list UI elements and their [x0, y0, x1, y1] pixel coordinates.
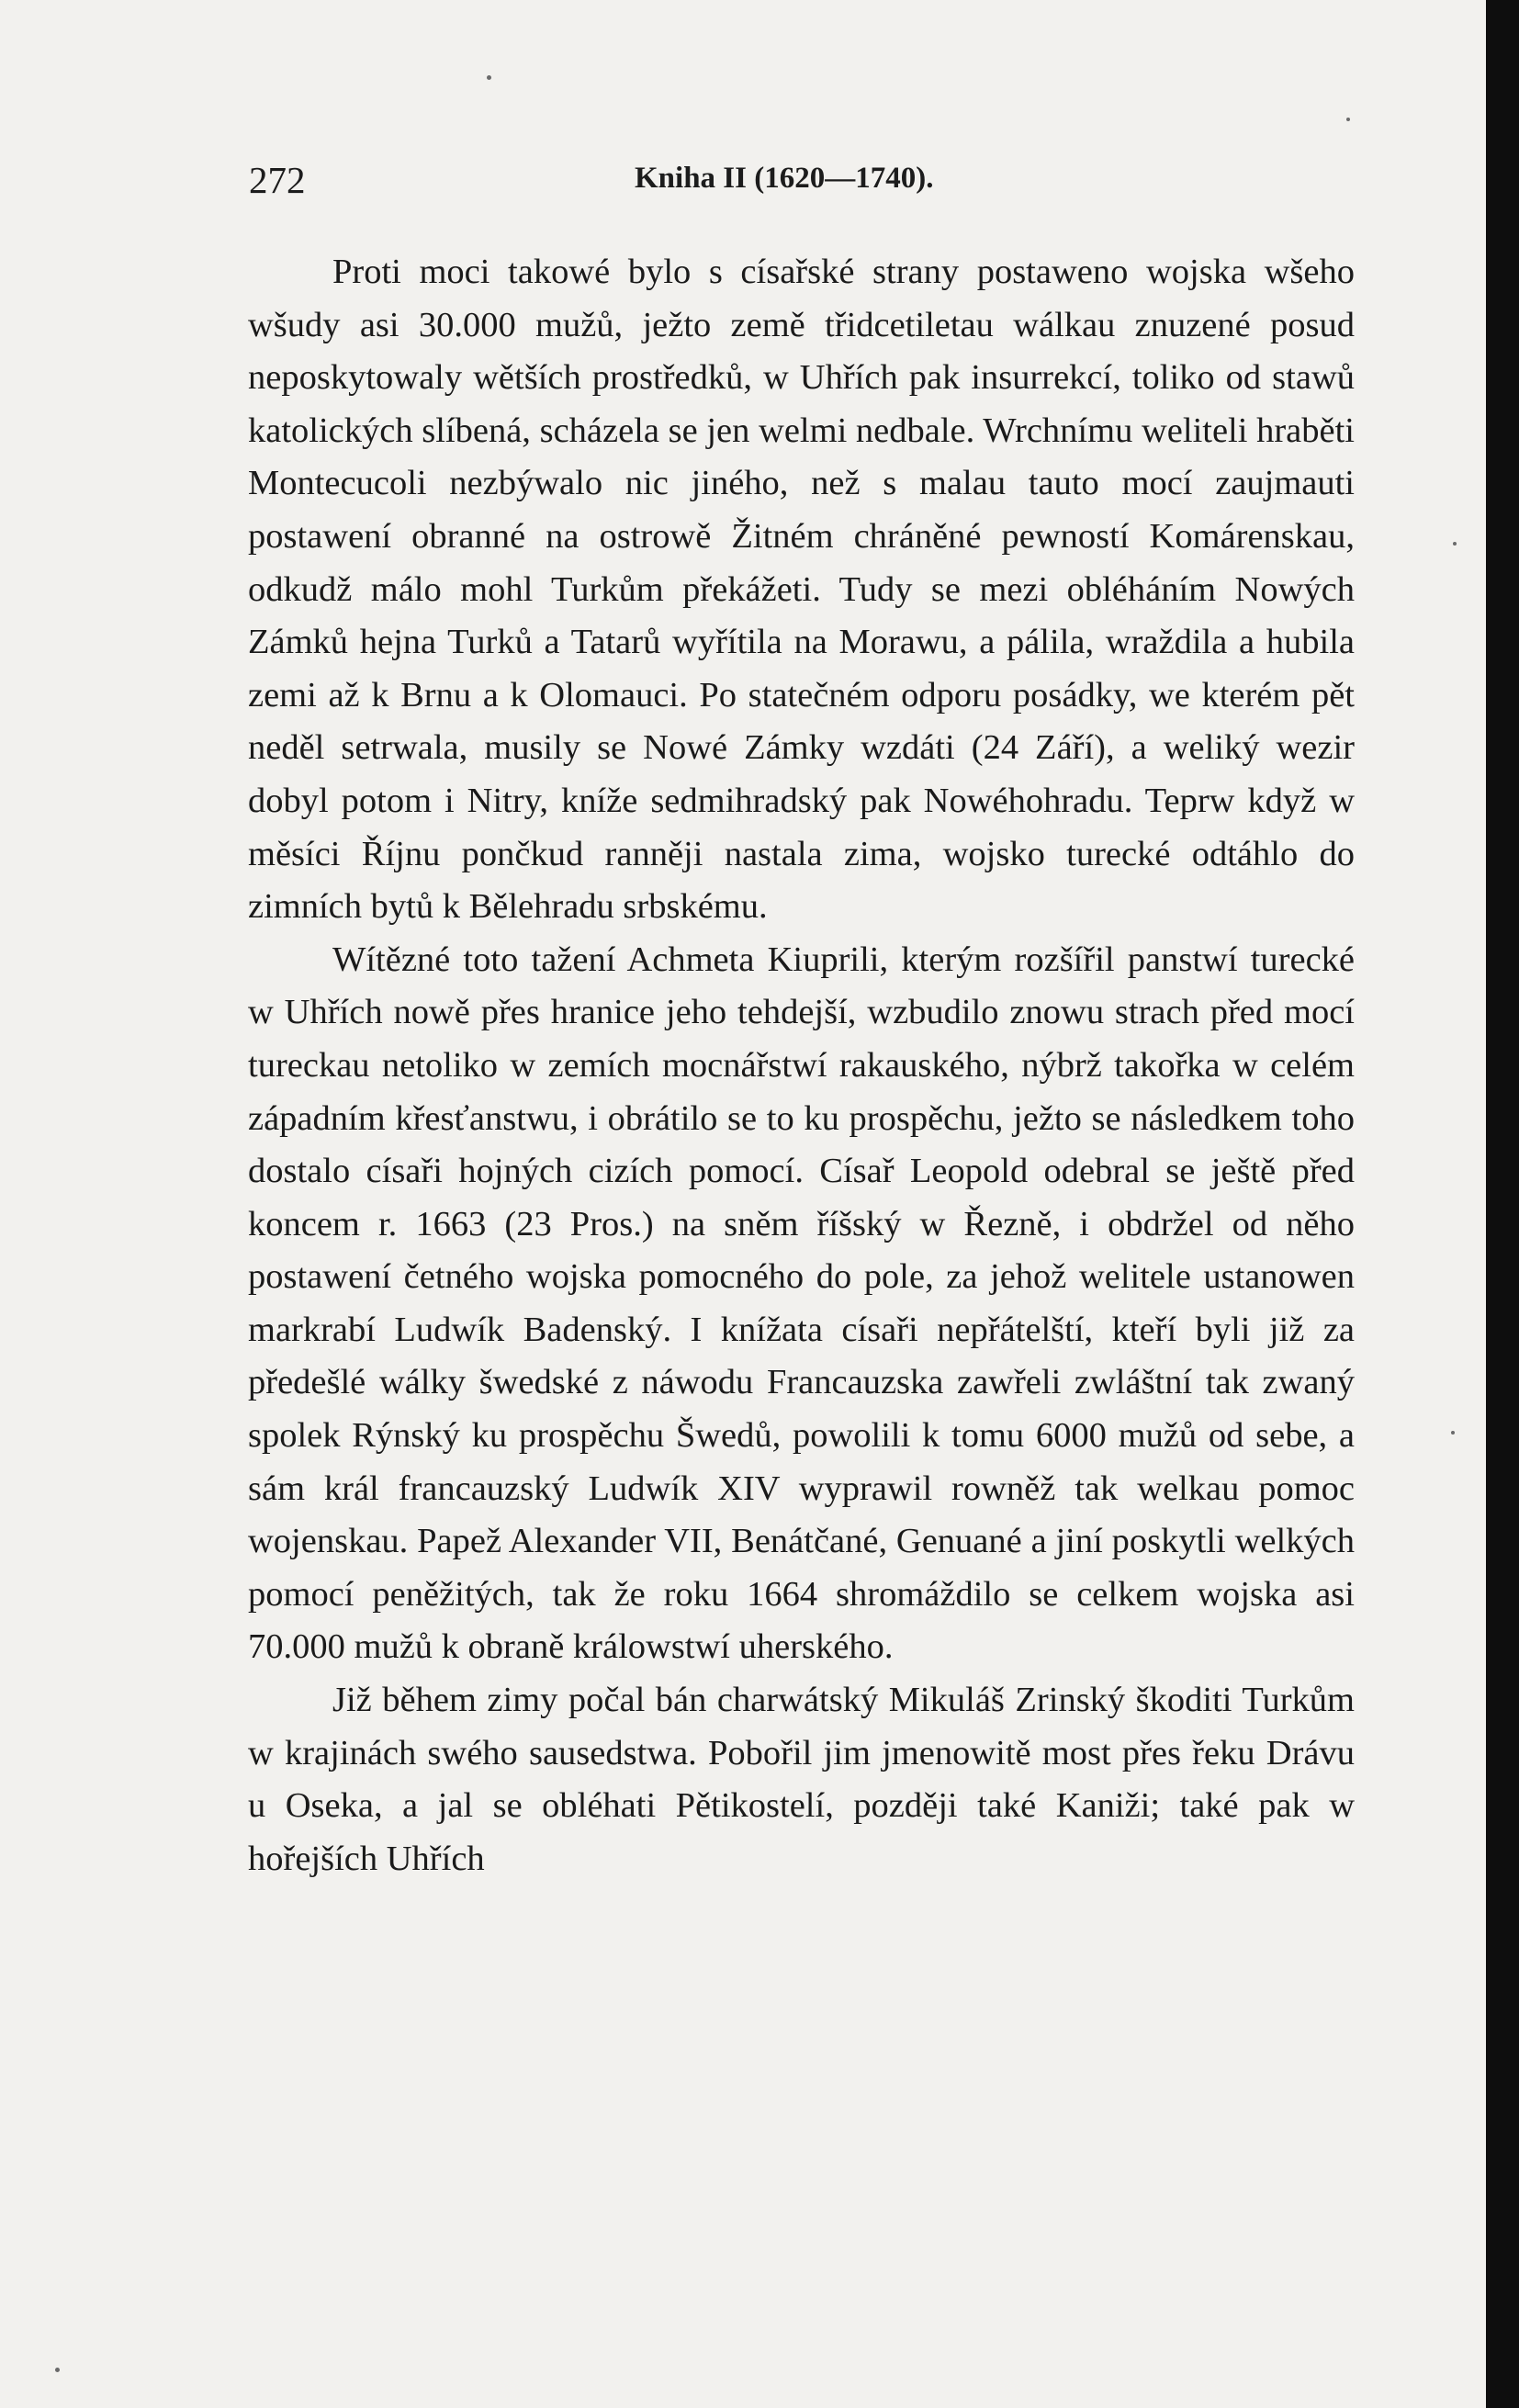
paragraph: Proti moci takowé bylo s císařské strany postaweno wojska wšeho wšudy asi 30.000 mužů, ježto země třidcetiletau wálkau znuzené posud neposkytowaly wětších prostředků, w Uhřích pak insurrekcí, toliko od stawů katolických slíbená, scházela se jen welmi nedbale. Wrchnímu weliteli hraběti Montecucoli nezbýwalo nic jiného, než s malau tauto mocí zaujmauti postawení obranné na ostrowě Žitném chráněné pewností Komárenskau, odkudž málo mohl Turkům překážeti. Tudy se mezi obléháním Nowých Zámků hejna Turků a Tatarů wyřítila na Morawu, a pálila, wraždila a hubila zemi až k Brnu a k Olomauci. Po statečném odporu posádky, we kterém pět neděl setrwala, musily se Nowé Zámky wzdáti (24 Září), a weliký wezir dobyl potom i Nitry, kníže sedmihradský pak Nowéhohradu. Teprw když w měsíci Říjnu pončkud ranněji nastala zima, wojsko turecké odtáhlo do zimních bytů k Bělehradu srbskému.	[248, 253, 1355, 927]
scan-dark-edge	[1486, 0, 1519, 2408]
scan-speck	[1346, 118, 1350, 121]
scan-speck	[1453, 542, 1457, 546]
running-head: Kniha II (1620—1740).	[635, 162, 934, 195]
scan-speck	[487, 75, 491, 80]
scan-speck	[1451, 1431, 1455, 1435]
paragraph: Již během zimy počal bán charwátský Mikuláš Zrinský škoditi Turkům w krajinách swého sausedstwa. Pobořil jim jmenowitě most přes řeku Drávu u Oseka, a jal se obléhati Pětikostelí, později také Kaniži; také pak w hořejších Uhřích	[248, 1681, 1355, 1878]
page-number: 272	[249, 159, 306, 201]
scan-speck	[55, 2368, 60, 2372]
page-header	[249, 154, 1353, 209]
paragraph: Wítězné toto tažení Achmeta Kiuprili, kterým rozšířil panstwí turecké w Uhřích nowě přes hranice jeho tehdejší, wzbudilo znowu strach před mocí tureckau netoliko w zemích mocnářstwí rakauského, nýbrž takořka w celém západním křesťanstwu, i obrátilo se to ku prospěchu, ježto se následkem toho dostalo císaři hojných cizích pomocí. Císař Leopold odebral se ještě před koncem r. 1663 (23 Pros.) na sněm říšský w Řezně, i obdržel od něho postawení četného wojska pomocného do pole, za jehož welitele ustanowen markrabí Ludwík Badenský. I knížata císaři nepřátelští, kteří byli již za předešlé wálky šwedské z náwodu Francauzska zawřeli zwláštní tak zwaný spolek Rýnský ku prospěchu Šwedů, powolili k tomu 6000 mužů od sebe, a sám král francauzský Ludwík XIV wyprawil rowněž tak welkau pomoc wojenskau. Papež Alexander VII, Benátčané, Genuané a jiní poskytli welkých pomocí peněžitých, tak že roku 1664 shromáždilo se celkem wojska asi 70.000 mužů k obraně králowstwí uherského.	[248, 940, 1355, 1667]
body-text	[248, 246, 1355, 1885]
